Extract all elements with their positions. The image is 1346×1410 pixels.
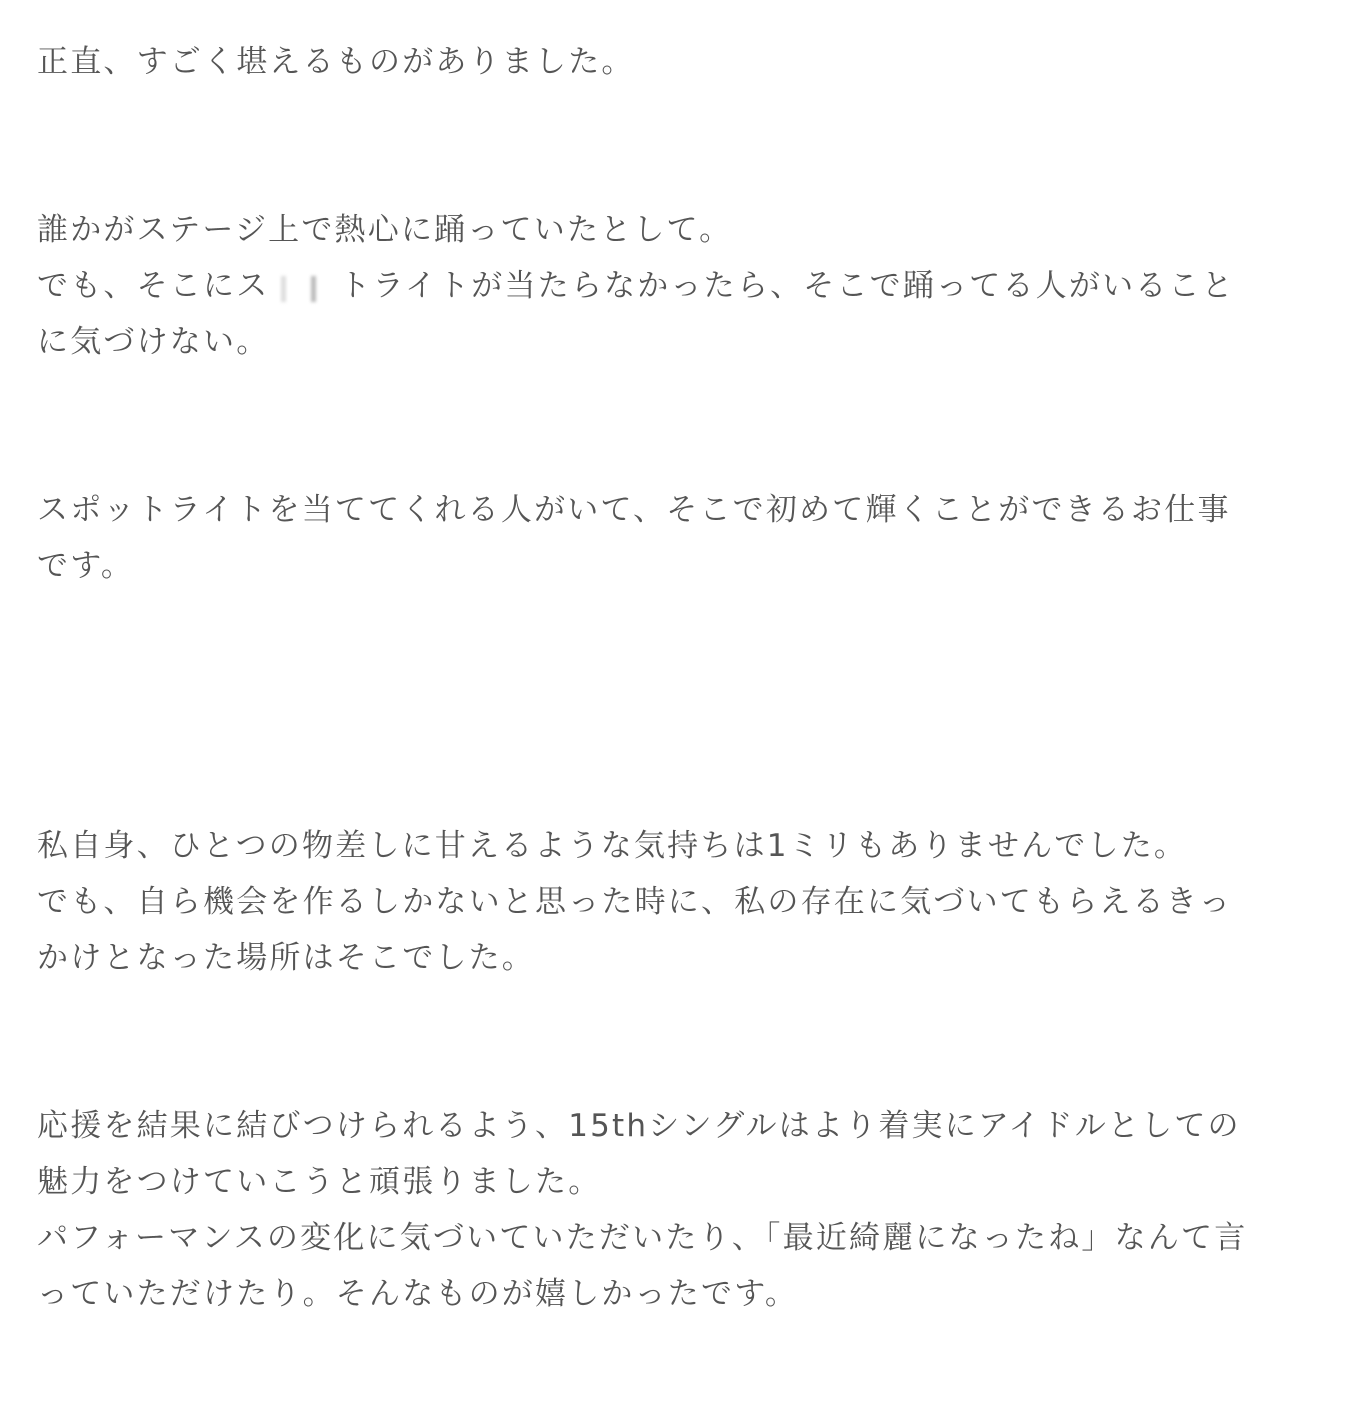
paragraph-line: 魅力をつけていこうと頑張りました。 (37, 1164, 602, 1200)
paragraph-line: でも、自ら機会を作るしかないと思った時に、私の存在に気づいてもらえるきっ (37, 884, 1233, 920)
paragraph-line-segment: トライトが当たらなかったら、そこで踊ってる人がいること (339, 268, 1235, 304)
paragraph-1 (37, 34, 1267, 90)
paragraph-line: パフォーマンスの変化に気づいていただいたり、「最近綺麗になったね」なんて言 (37, 1220, 1248, 1256)
paragraph-5 (37, 1098, 1267, 1322)
paragraph-line: です。 (37, 548, 135, 584)
paragraph-line: 応援を結果に結びつけられるよう、15thシングルはより着実にアイドルとしての (37, 1108, 1241, 1144)
paragraph-line: 誰かがステージ上で熱心に踊っていたとして。 (37, 212, 733, 248)
paragraph-line: に気づけない。 (37, 324, 270, 360)
paragraph-line: 私自身、ひとつの物差しに甘えるような気持ちは1ミリもありませんでした。 (37, 828, 1188, 864)
blurred-text-mark (269, 273, 339, 303)
paragraph-line: っていただけたり。そんなものが嬉しかったです。 (37, 1276, 799, 1312)
paragraph-line: スポットライトを当ててくれる人がいて、そこで初めて輝くことができるお仕事 (37, 492, 1231, 528)
paragraph-line: 正直、すごく堪えるものがありました。 (37, 44, 635, 80)
paragraph-line: かけとなった場所はそこでした。 (37, 940, 535, 976)
paragraph-line-segment: でも、そこにス (37, 268, 270, 304)
paragraph-4 (37, 818, 1267, 986)
paragraph-line-with-redaction (37, 258, 1267, 314)
paragraph-3 (37, 482, 1267, 594)
paragraph-2 (37, 202, 1267, 370)
